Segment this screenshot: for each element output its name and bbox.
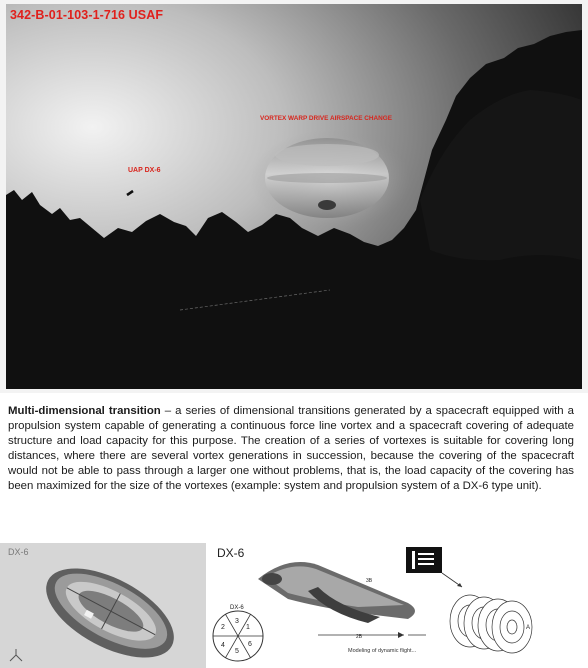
disc-craft: [265, 138, 389, 218]
right-panel-label: DX-6: [217, 546, 245, 560]
warp-drive-label: VORTEX WARP DRIVE AIRSPACE CHANGE: [260, 115, 392, 122]
coil-schematic: [406, 547, 442, 573]
description-term: Multi-dimensional transition: [8, 405, 161, 417]
wheel-segment-number: 4: [221, 642, 225, 649]
dx6-propulsion-diagram-panel: [208, 543, 588, 668]
description-text: – a series of dimensional transitions generated by a spacecraft equipped with a propulsion system capable of generating a continuous force line vortex and a spacecraft covering of adequate structure and load capacity for this purpose. The creation of a series of vortexes is suitable for covering long distances, where there are several vortex generations in succession, because the covering of the spacecraft would not be able to pass through a larger one without problems, that is, the load capacity of the covering has been maximized for the size of the vortexes (example: system and propulsion system of a DX-6 type unit).: [8, 405, 574, 493]
wheel-segment-number: 1: [246, 624, 250, 631]
left-panel-label: DX-6: [8, 547, 29, 557]
ring-label-a: A: [526, 625, 531, 631]
wheel-segment-number: 2: [221, 624, 225, 631]
figure-caption: Modeling of dynamic flight...: [348, 648, 417, 654]
wheel-label: DX-6: [230, 605, 244, 611]
vortex-rings: [450, 595, 532, 653]
part-label-3b: 3B: [366, 578, 373, 584]
uap-label: UAP DX-6: [128, 167, 161, 174]
photo-id-label: 342-B-01-103-1-716 USAF: [10, 8, 164, 22]
description-paragraph: [8, 404, 574, 495]
dx6-disc-render-panel: [0, 543, 206, 668]
craft-model: [258, 562, 415, 623]
part-label-2b: 2B: [356, 634, 363, 640]
segment-wheel: [213, 611, 263, 661]
disc-render: [0, 543, 206, 668]
wheel-segment-number: 3: [235, 618, 239, 625]
wheel-segment-number: 6: [248, 641, 252, 648]
wheel-segment-number: 5: [235, 648, 239, 655]
